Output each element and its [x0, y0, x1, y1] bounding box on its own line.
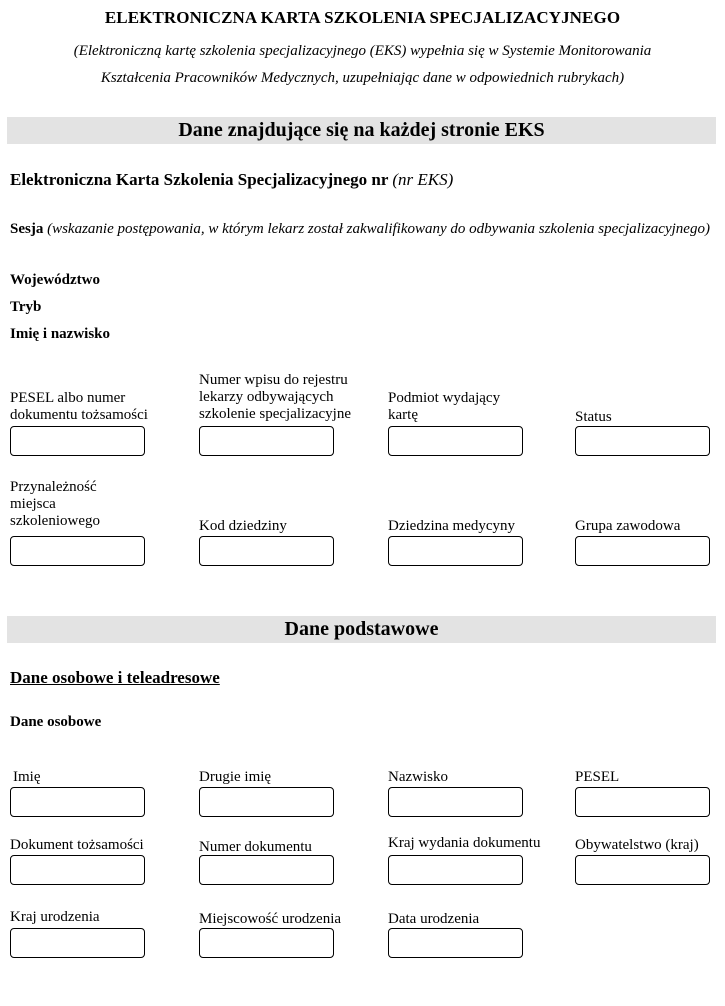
identity-document-label: Dokument tożsamości [10, 837, 144, 853]
eks-number-heading [10, 170, 453, 190]
birth-country-field[interactable] [10, 928, 145, 958]
training-place-affiliation-label: Przynależność miejsca szkoleniowego [10, 479, 100, 529]
register-number-field[interactable] [199, 426, 334, 456]
document-country-label: Kraj wydania dokumentu [388, 835, 541, 851]
subtitle-line-2: Kształcenia Pracowników Medycznych, uzupełniając dane w odpowiednich rubrykach) [100, 70, 625, 86]
citizenship-label: Obywatelstwo (kraj) [575, 837, 699, 853]
section-bar-basic-data: Dane podstawowe [7, 616, 716, 643]
status-label: Status [575, 409, 612, 425]
status-field[interactable] [575, 426, 710, 456]
document-subtitle [20, 38, 705, 92]
session-hint: (wskazanie postępowania, w którym lekarz został zakwalifikowany do odbywania szkolenia specjalizacyjnego) [47, 221, 710, 237]
pesel-or-document-label: PESEL albo numer dokumentu tożsamości [10, 390, 148, 423]
field-code-label: Kod dziedziny [199, 518, 287, 534]
field-code-field[interactable] [199, 536, 334, 566]
register-number-label: Numer wpisu do rejestru lekarzy odbywających szkolenie specjalizacyjne [199, 372, 352, 422]
section-bar-eks: Dane znajdujące się na każdej stronie EKS [7, 117, 716, 144]
first-name-label: Imię [13, 769, 41, 785]
pesel-label: PESEL [575, 769, 620, 785]
medical-field-label: Dziedzina medycyny [388, 518, 516, 534]
birth-date-label: Data urodzenia [388, 911, 480, 927]
mode-label: Tryb [10, 299, 42, 315]
birth-place-field[interactable] [199, 928, 334, 958]
second-name-field[interactable] [199, 787, 334, 817]
citizenship-field[interactable] [575, 855, 710, 885]
eks-number-label: Elektroniczna Karta Szkolenia Specjalizacyjnego nr [10, 170, 389, 189]
document-number-label: Numer dokumentu [199, 839, 312, 855]
medical-field-field[interactable] [388, 536, 523, 566]
professional-group-field[interactable] [575, 536, 710, 566]
eks-number-hint: (nr EKS) [392, 170, 454, 189]
document-title: ELEKTRONICZNA KARTA SZKOLENIA SPECJALIZACYJNEGO [104, 8, 621, 27]
issuing-entity-field[interactable] [388, 426, 523, 456]
personal-contact-subsection: Dane osobowe i teleadresowe [10, 668, 220, 687]
name-label: Imię i nazwisko [10, 326, 111, 342]
pesel-field[interactable] [575, 787, 710, 817]
personal-data-group: Dane osobowe [10, 714, 102, 730]
document-number-field[interactable] [199, 855, 334, 885]
training-place-affiliation-field[interactable] [10, 536, 145, 566]
pesel-or-document-field[interactable] [10, 426, 145, 456]
identity-document-field[interactable] [10, 855, 145, 885]
birth-country-label: Kraj urodzenia [10, 909, 100, 925]
surname-label: Nazwisko [388, 769, 448, 785]
document-country-field[interactable] [388, 855, 523, 885]
birth-date-field[interactable] [388, 928, 523, 958]
professional-group-label: Grupa zawodowa [575, 518, 681, 534]
session-label: Sesja [10, 221, 44, 237]
surname-field[interactable] [388, 787, 523, 817]
second-name-label: Drugie imię [199, 769, 272, 785]
voivodeship-label: Województwo [10, 272, 100, 288]
session-line [10, 216, 710, 243]
first-name-field[interactable] [10, 787, 145, 817]
subtitle-line-1: (Elektroniczną kartę szkolenia specjalizacyjnego (EKS) wypełnia się w Systemie Monitorowania [73, 43, 652, 59]
birth-place-label: Miejscowość urodzenia [199, 911, 342, 927]
issuing-entity-label: Podmiot wydający kartę [388, 390, 501, 423]
